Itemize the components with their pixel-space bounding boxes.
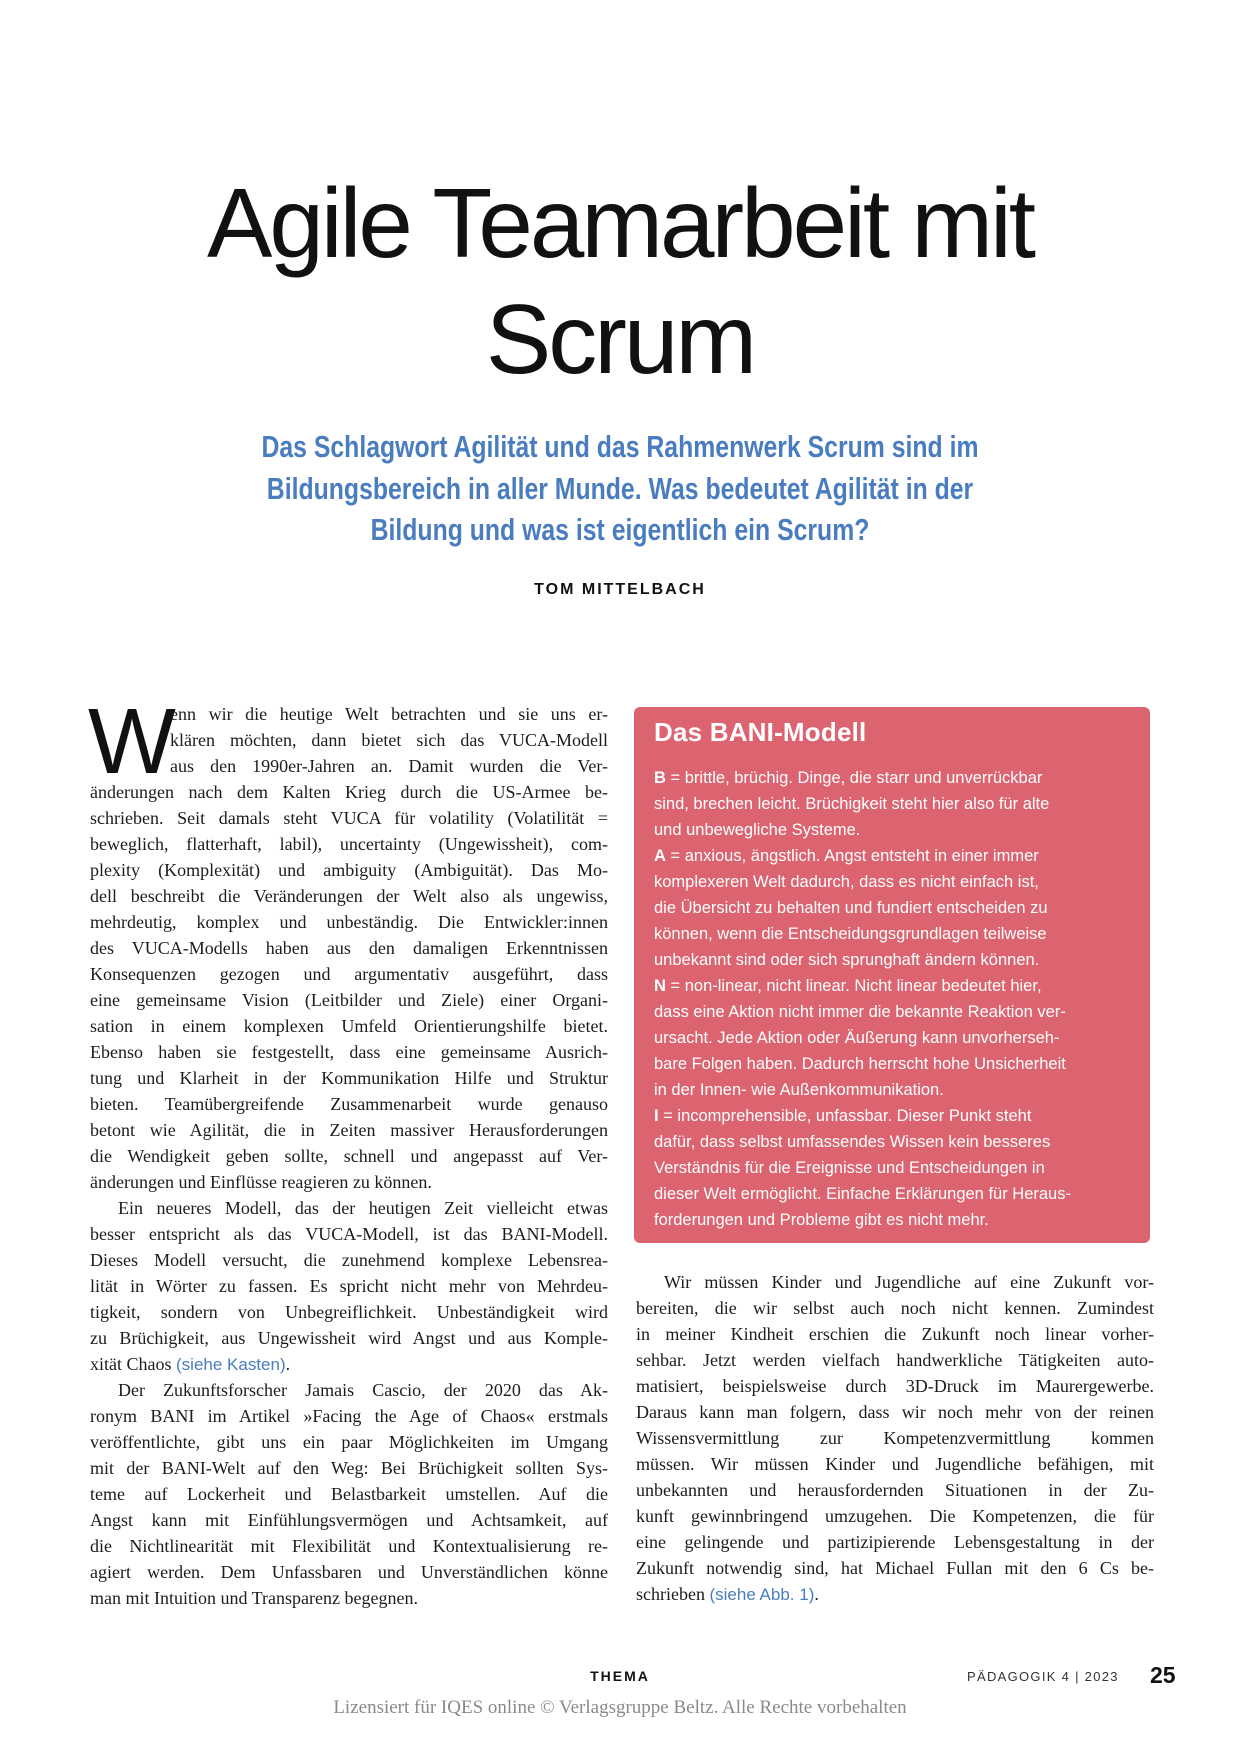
- text-line: unbekannten und herausfordernden Situationen in der Zu-: [636, 1480, 1154, 1500]
- cross-reference-link[interactable]: (siehe Kasten): [176, 1355, 286, 1374]
- text-line-start: schrieben: [636, 1584, 710, 1604]
- info-box-line-text: bare Folgen haben. Dadurch herrscht hohe Unsicherheit: [654, 1055, 1066, 1073]
- text-line: eine gelingende und partizipierende Lebensgestaltung in der: [636, 1532, 1154, 1552]
- text-line: änderungen nach dem Kalten Krieg durch die US-Armee be-: [90, 782, 608, 802]
- text-line-end: .: [814, 1584, 819, 1604]
- info-box-line: [654, 843, 1132, 869]
- info-box-line: [654, 791, 1132, 817]
- text-line: Angst kann mit Einfühlungsvermögen und Achtsamkeit, auf: [90, 1510, 608, 1530]
- author-byline: TOM MITTELBACH: [534, 581, 706, 598]
- text-line: aus den 1990er-Jahren an. Damit wurden die Ver-: [170, 756, 608, 776]
- text-line: eine gemeinsame Vision (Leitbilder und Ziele) einer Organi-: [90, 990, 608, 1010]
- info-box-term-letter: B: [654, 769, 666, 787]
- footer-section-label: THEMA: [590, 1668, 650, 1684]
- info-box-bani: [634, 707, 1150, 1243]
- left-column-body: [90, 701, 608, 1611]
- text-line: schrieben. Seit damals steht VUCA für volatility (Volatilität =: [90, 808, 608, 828]
- info-box-line: [654, 817, 1132, 843]
- info-box-line-text: = incomprehensible, unfassbar. Dieser Punkt steht: [658, 1107, 1032, 1125]
- lead-line: Bildung und was ist eigentlich ein Scrum?: [370, 512, 870, 547]
- article-lead: [124, 426, 1116, 551]
- info-box-line: [654, 1181, 1132, 1207]
- info-box-line: [654, 765, 1132, 791]
- info-box-line: [654, 1025, 1132, 1051]
- page-number: 25: [1150, 1662, 1176, 1688]
- info-box-line: [654, 1051, 1132, 1077]
- text-line: in meiner Kindheit erschien die Zukunft noch linear vorher-: [636, 1324, 1154, 1344]
- info-box-line-text: forderungen und Probleme gibt es nicht mehr.: [654, 1211, 989, 1229]
- info-box-line: [654, 1129, 1132, 1155]
- info-box-line-text: können, wenn die Entscheidungsgrundlagen teilweise: [654, 925, 1047, 943]
- text-line: des VUCA-Modells haben aus den damaligen Erkenntnissen: [90, 938, 608, 958]
- text-line: Wir müssen Kinder und Jugendliche auf eine Zukunft vor-: [664, 1272, 1154, 1292]
- text-line: teme auf Lockerheit und Belastbarkeit umstellen. Auf die: [90, 1484, 608, 1504]
- text-line: agiert werden. Dem Unfassbaren und Unverständlichen könne: [90, 1562, 608, 1582]
- info-box-line: [654, 921, 1132, 947]
- text-line: zu Brüchigkeit, aus Ungewissheit wird Angst und aus Komple-: [90, 1328, 608, 1348]
- text-line: beweglich, flatterhaft, labil), uncertainty (Ungewissheit), com-: [90, 834, 608, 854]
- info-box-line: [654, 895, 1132, 921]
- text-line: mit der BANI-Welt auf den Weg: Bei Brüchigkeit sollten Sys-: [90, 1458, 608, 1478]
- info-box-line: [654, 999, 1132, 1025]
- text-line: Der Zukunftsforscher Jamais Cascio, der 2020 das Ak-: [118, 1380, 608, 1400]
- info-box-line-text: unbekannt sind oder sich sprunghaft ändern können.: [654, 951, 1040, 969]
- drop-cap: W: [88, 689, 176, 793]
- text-line: lität in Wörter zu fassen. Es spricht nicht mehr von Mehrdeu-: [90, 1276, 608, 1296]
- license-watermark: Lizensiert für IQES online © Verlagsgruppe Beltz. Alle Rechte vorbehalten: [333, 1697, 907, 1718]
- text-line: klären möchten, dann bietet sich das VUCA-Modell: [170, 730, 608, 750]
- info-box-line-text: ursacht. Jede Aktion oder Äußerung kann unvorherseh-: [654, 1029, 1060, 1047]
- article-title-line-2: Scrum: [485, 284, 755, 394]
- info-box-title: Das BANI-Modell: [654, 717, 867, 747]
- text-line: sation in einem komplexen Umfeld Orientierungshilfe bietet.: [90, 1016, 608, 1036]
- info-box-line-text: in der Innen- wie Außenkommunikation.: [654, 1081, 944, 1099]
- text-line: tigkeit, sondern von Unbegreiflichkeit. Unbeständigkeit wird: [90, 1302, 608, 1322]
- text-line: plexity (Komplexität) und ambiguity (Ambiguität). Das Mo-: [90, 860, 608, 880]
- text-line: tung und Klarheit in der Kommunikation Hilfe und Struktur: [90, 1068, 608, 1088]
- info-box-line: [654, 973, 1132, 999]
- info-box-line-text: = brittle, brüchig. Dinge, die starr und unverrückbar: [665, 769, 1043, 787]
- info-box-line: [654, 1155, 1132, 1181]
- info-box-body: [654, 765, 1132, 1233]
- lead-line: Bildungsbereich in aller Munde. Was bedeutet Agilität in der: [266, 470, 974, 506]
- text-line: kunft gewinnbringend umzugehen. Die Kompetenzen, die für: [636, 1506, 1154, 1526]
- text-line-start: xität Chaos: [90, 1354, 176, 1374]
- info-box-line: [654, 947, 1132, 973]
- text-line: matisiert, beispielsweise durch 3D-Druck im Maurergewerbe.: [636, 1376, 1154, 1396]
- info-box-line-text: dass eine Aktion nicht immer die bekannte Reaktion ver-: [654, 1003, 1066, 1021]
- text-line: Ebenso haben sie festgestellt, dass eine gemeinsame Ausrich-: [90, 1042, 608, 1062]
- text-line: besser entspricht als das VUCA-Modell, ist das BANI-Modell.: [90, 1224, 608, 1244]
- text-line: Ein neueres Modell, das der heutigen Zeit vielleicht etwas: [118, 1198, 608, 1218]
- text-line: mehrdeutig, komplex und unbeständig. Die Entwickler:innen: [90, 912, 608, 932]
- text-line: änderungen und Einflüsse reagieren zu können.: [90, 1172, 432, 1192]
- info-box-line-text: sind, brechen leicht. Brüchigkeit steht hier also für alte: [654, 795, 1050, 813]
- text-line: enn wir die heutige Welt betrachten und sie uns er-: [170, 704, 608, 724]
- text-line: müssen. Wir müssen Kinder und Jugendliche befähigen, mit: [636, 1454, 1154, 1474]
- info-box-line: [654, 1207, 1132, 1233]
- info-box-line-text: und unbewegliche Systeme.: [654, 821, 861, 839]
- article-title-line-1: Agile Teamarbeit mit: [206, 168, 1034, 278]
- right-column-body: [636, 1269, 1154, 1607]
- info-box-term-letter: I: [654, 1107, 659, 1125]
- text-line: bieten. Teamübergreifende Zusammenarbeit wurde genauso: [90, 1094, 608, 1114]
- text-line: Wissensvermittlung zur Kompetenzvermittlung kommen: [636, 1428, 1154, 1448]
- text-line-end: .: [285, 1354, 291, 1374]
- text-line: die Nichtlinearität mit Flexibilität und Kontextualisierung re-: [90, 1536, 608, 1556]
- info-box-line-text: = non-linear, nicht linear. Nicht linear bedeutet hier,: [665, 977, 1042, 995]
- text-line: [90, 1351, 608, 1377]
- info-box-line-text: die Übersicht zu behalten und fundiert entscheiden zu: [654, 899, 1048, 917]
- info-box-line: [654, 1103, 1132, 1129]
- text-line: Dieses Modell versucht, die zunehmend komplexe Lebensrea-: [90, 1250, 608, 1270]
- text-line: dell beschreibt die Veränderungen der Welt also als ungewiss,: [90, 886, 608, 906]
- text-line: sehbar. Jetzt werden vielfach handwerkliche Tätigkeiten auto-: [636, 1350, 1154, 1370]
- info-box-line-text: = anxious, ängstlich. Angst entsteht in einer immer: [665, 847, 1039, 865]
- text-line: Zukunft notwendig sind, hat Michael Fullan mit den 6 Cs be-: [636, 1558, 1154, 1578]
- text-line: ronym BANI im Artikel »Facing the Age of Chaos« erstmals: [90, 1406, 608, 1426]
- info-box-line: [654, 1077, 1132, 1103]
- info-box-line-text: dieser Welt ermöglicht. Einfache Erklärungen für Heraus-: [654, 1185, 1071, 1203]
- text-line: [636, 1581, 1154, 1607]
- text-line: betont wie Agilität, die in Zeiten massiver Herausforderungen: [90, 1120, 608, 1140]
- info-box-term-letter: A: [654, 847, 666, 865]
- text-line: die Wendigkeit geben sollte, schnell und angepasst auf Ver-: [90, 1146, 608, 1166]
- text-line: veröffentlichte, gibt uns ein paar Möglichkeiten im Umgang: [90, 1432, 608, 1452]
- info-box-line-text: dafür, dass selbst umfassendes Wissen kein besseres: [654, 1133, 1051, 1151]
- text-line: bereiten, die wir selbst auch noch nicht kennen. Zumindest: [636, 1298, 1154, 1318]
- lead-line: Das Schlagwort Agilität und das Rahmenwerk Scrum sind im: [261, 429, 979, 464]
- cross-reference-link[interactable]: (siehe Abb. 1): [709, 1585, 815, 1604]
- info-box-line-text: Verständnis für die Ereignisse und Entscheidungen in: [654, 1159, 1045, 1177]
- text-line: Daraus kann man folgern, dass wir noch mehr von der reinen: [636, 1402, 1154, 1422]
- info-box-line: [654, 869, 1132, 895]
- text-line: man mit Intuition und Transparenz begegnen.: [90, 1588, 418, 1608]
- info-box-term-letter: N: [654, 977, 666, 995]
- text-line: Konsequenzen gezogen und argumentativ ausgeführt, dass: [90, 964, 608, 984]
- info-box-line-text: komplexeren Welt dadurch, dass es nicht einfach ist,: [654, 873, 1039, 891]
- article-title: [0, 165, 1240, 397]
- footer-issue: PÄDAGOGIK 4 | 2023: [967, 1669, 1119, 1684]
